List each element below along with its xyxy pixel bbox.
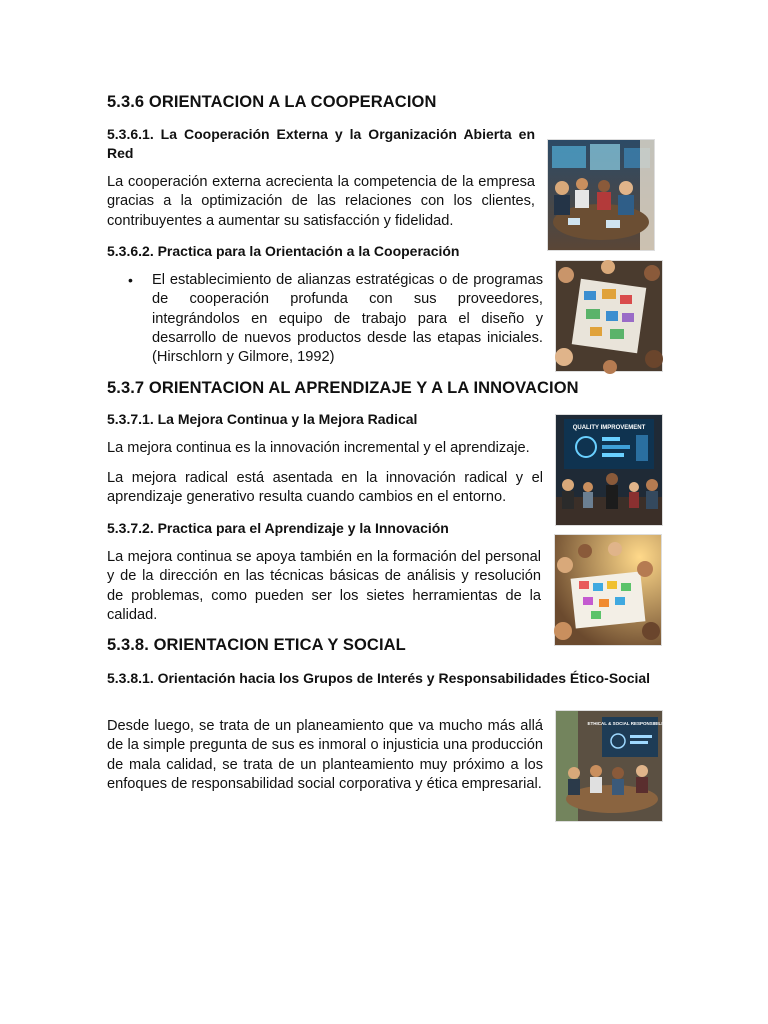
section-title-537: 5.3.7 ORIENTACION AL APRENDIZAJE Y A LA INNOVACION	[107, 379, 579, 397]
paragraph-5361: La cooperación externa acrecienta la competencia de la empresa gracias a la optimización de las relaciones con los clientes, contribuyentes a aumentar su satisfacción y fidelidad.	[107, 174, 535, 229]
subsection-title-5361: 5.3.6.1. La Cooperación Externa y la Organización Abierta en Red	[107, 126, 535, 161]
paragraph-5372: La mejora continua se apoya también en la formación del personal y de la dirección en las técnicas básicas de análisis y resolución de problemas, como pueden ser los sietes herramientas de la calidad.	[107, 549, 541, 623]
image-sign-text: ETHICAL & SOCIAL RESPONSIBILITIES	[587, 721, 673, 726]
paragraph-5381: Desde luego, se trata de un planeamiento que va mucho más allá de la simple pregunta de sus es inmoral o injusticia una producción de mala calidad, se trata de un planteamiento muy próximo a los enfoques de responsabilidad social corporativa y ética empresarial.	[107, 718, 543, 792]
section-title-538: 5.3.8. ORIENTACION ETICA Y SOCIAL	[107, 636, 406, 654]
cooperation-meeting-image	[547, 139, 655, 251]
section-title-536: 5.3.6 ORIENTACION A LA COOPERACION	[107, 93, 437, 111]
subsection-title-5372: 5.3.7.2. Practica para el Aprendizaje y la Innovación	[107, 520, 449, 536]
list-item	[128, 271, 543, 367]
paragraph-5371-a: La mejora continua es la innovación incremental y el aprendizaje.	[107, 440, 530, 456]
innovation-brainstorm-image	[554, 534, 662, 646]
subsection-title-5371: 5.3.7.1. La Mejora Continua y la Mejora Radical	[107, 411, 418, 427]
ethics-social-image	[555, 710, 673, 822]
subsection-title-5381: 5.3.8.1. Orientación hacia los Grupos de Interés y Responsabilidades Ético-Social	[107, 670, 651, 686]
image-sign-text: QUALITY IMPROVEMENT	[572, 425, 646, 431]
bullet-list-5362	[128, 271, 543, 367]
bullet-text: El establecimiento de alianzas estratégicas o de programas de cooperación profunda con sus proveedores, integrándolos en equipo de trabajo para el diseño y desarrollo de nuevos productos desde las etapas iniciales. (Hirschlorn y Gilmore, 1992)	[152, 272, 543, 366]
subsection-title-5362: 5.3.6.2. Practica para la Orientación a la Cooperación	[107, 243, 460, 259]
paragraph-5371-b: La mejora radical está asentada en la innovación radical y el aprendizaje generativo resulta cuando cambios en el entorno.	[107, 470, 543, 506]
quality-improvement-image	[555, 414, 663, 526]
bullet-icon: •	[128, 272, 133, 288]
teamwork-table-image	[555, 260, 663, 372]
